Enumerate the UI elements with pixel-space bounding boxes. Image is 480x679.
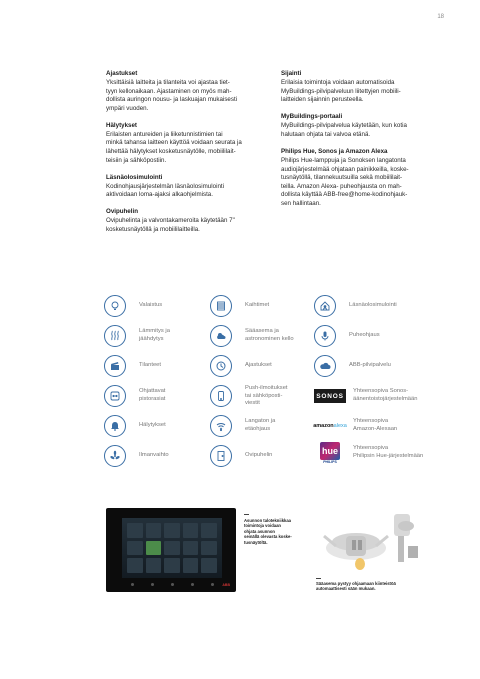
feature-langaton [210,415,317,437]
section-heading: MyBuildings-portaali [281,113,343,121]
feature-label: Puheohjaus [349,332,380,339]
section-mybuildings [281,113,451,139]
feature-lammitys [104,325,211,347]
bulb-icon [104,295,126,317]
clock-icon [210,355,232,377]
scene-clapper-icon [104,355,126,377]
feature-label: Ovipuhelin [245,452,273,459]
section-heading: Philips Hue, Sonos ja Amazon Alexa [281,147,388,155]
device-caption: Asunnon talotekniikkaa toimintoja voidaan ohjata asunnon seinällä olevasta koske- tusnäytöltä. [244,518,292,545]
feature-tilanteet [104,355,211,377]
feature-push [210,385,317,408]
feature-valaistus [104,295,211,317]
blinds-icon [210,295,232,317]
feature-saaasema [210,325,317,347]
door-icon [210,445,232,467]
section-body: Erilaisia toimintoja voidaan automatisoida MyBuildings-pilvipalveluun liitettyjen mobiili- laitteiden sijainnin perusteella. [281,79,401,104]
touch-panel-photo [106,508,236,592]
abb-logo: ABB [222,583,230,587]
page-number: 18 [437,14,444,20]
feature-ilmanvaihto [104,445,211,467]
feature-label: Ohjattavat pistorasiat [139,388,166,402]
touch-panel-screen [122,518,222,578]
section-heading: Ajastukset [106,70,138,77]
feature-label: Sääasema ja astronominen kello [245,328,294,342]
feature-puheohjaus [314,325,439,347]
section-heading: Hälytykset [106,121,137,129]
feature-ovipuhelin [210,445,317,467]
feature-label: Langaton ja etäohjaus [245,418,276,432]
section-lasnaolosimulointi [106,174,276,200]
feature-kaihtimet [210,295,317,317]
section-ajastukset [106,70,276,113]
weather-icon [210,325,232,347]
section-body: Ovipuhelinta ja valvontakameroita käytetään 7" kosketusnäytöllä ja mobiililaitteilla. [106,217,235,234]
section-body: Yksittäisiä laitteita ja tilanteita voi ajastaa tiet- tyyn kellonaikaan. Ajastaminen on myös mah- dollista auringon nousu- ja laskuajan mukaisesti ympäri vuoden. [106,79,238,112]
feature-label: Yhteensopiva Philipsin Hue-järjestelmään [353,445,424,459]
feature-hue [314,442,463,464]
feature-label: Tilanteet [139,362,162,369]
section-ovipuhelin [106,208,276,234]
section-sijainti [281,70,451,105]
right-text-column [281,70,451,217]
feature-label: Valaistus [139,302,163,309]
wifi-icon [210,415,232,437]
touch-panel-buttons [122,580,222,588]
section-body: Kodinohjausjärjestelmän läsnäolosimulointi aktivoidaan loma-ajaksi alkaohjelmista. [106,182,224,199]
feature-abb-pilvi [314,355,439,377]
feature-label: Läsnäolosimulointi [349,302,397,309]
section-integrations [281,148,451,209]
feature-label: Yhteensopiva Amazon-Alexaan [353,418,398,432]
feature-label: Ajastukset [245,362,272,369]
socket-icon [104,385,126,407]
feature-sonos [314,385,453,407]
caption-rule [244,514,249,515]
feature-halytykset [104,415,211,437]
weather-station-photo [316,506,424,578]
feature-label: Yhteensopiva Sonos- äänentoistojärjestelmään [353,388,418,402]
left-text-column [106,70,276,243]
feature-alexa [314,415,453,437]
section-body: MyBuildings-pilvipalvelua käytetään, kun kotia halutaan ohjata tai valvoa etänä. [281,122,407,138]
feature-label: Hälytykset [139,422,166,429]
caption-rule [316,578,321,579]
feature-lasnaolo [314,295,439,317]
philips-hue-logo: hue PHILIPS [314,442,346,464]
heating-icon [104,325,126,347]
fan-icon [104,445,126,467]
alarm-bell-icon [104,415,126,437]
section-body: Erilaisten antureiden ja liiketunnistimien tai minkä tahansa laitteen käyttöä voidaan seurata ja lähettää hälytykset kosketusnäytölle, mobiililait- teisiin ja sähköpostiin. [106,130,242,164]
section-heading: Ovipuhelin [106,208,138,216]
sensor-caption: Sääasema pystyy ohjaamaan kiinteistöä automaattisesti sään mukaan. [316,581,396,592]
section-body: Philips Hue-lamppuja ja Sonoksen langatonta audiojärjestelmää ohjataan painikkeilla, koske- tusnäytöllä, tilannekuutsuilla sekä mobiililait- teilla. Amazon Alexa- puheohjausta on mah- dollista käyttää ABB-free@home-kodinohjauk- sen hallintaan. [281,156,409,207]
feature-label: Ilmanvaihto [139,452,169,459]
section-heading: Läsnäolosimulointi [106,173,163,181]
notification-icon [210,385,232,407]
feature-label: Lämmitys ja jäähdytys [139,328,170,342]
section-heading: Sijainti [281,70,302,77]
section-halytykset [106,122,276,165]
microphone-icon [314,325,336,347]
amazon-alexa-logo: amazonalexa [313,423,347,429]
presence-house-icon [314,295,336,317]
feature-pistorasiat [104,385,211,407]
feature-label: Push-ilmoitukset tai sähköposti- viestit [245,385,288,407]
sonos-logo: SONOS [314,385,346,407]
feature-ajastukset [210,355,317,377]
feature-label: ABB-pilvipalvelu [349,362,391,369]
cloud-icon [314,355,336,377]
feature-label: Kaihtimet [245,302,270,309]
